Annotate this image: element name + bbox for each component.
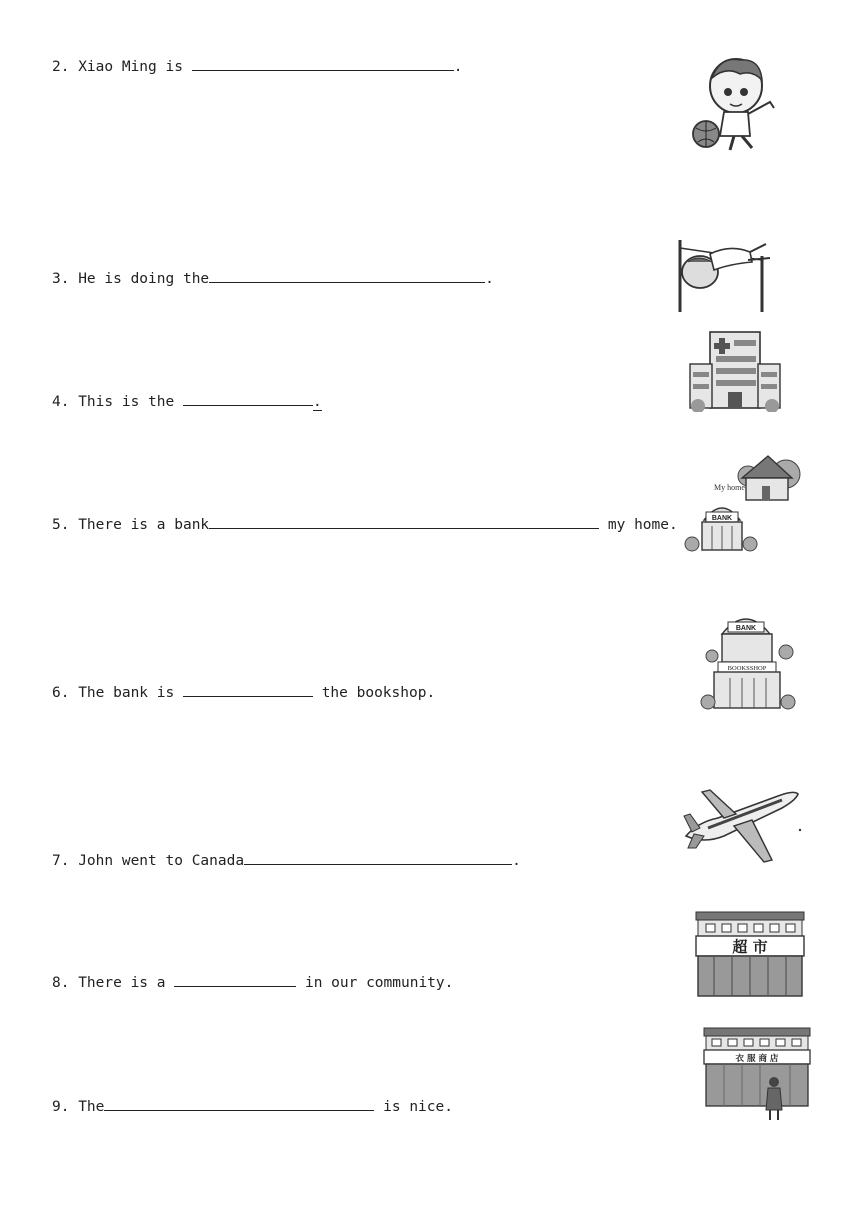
- question-7: [52, 850, 521, 870]
- question-text-after: .: [485, 271, 494, 287]
- answer-blank[interactable]: [209, 514, 599, 529]
- question-5: [52, 514, 678, 534]
- question-number: 7.: [52, 853, 70, 869]
- question-2: [52, 56, 462, 76]
- answer-blank[interactable]: [104, 1096, 374, 1111]
- answer-blank[interactable]: [209, 268, 485, 283]
- question-text-before: This is the: [78, 394, 183, 410]
- question-number: 5.: [52, 517, 70, 533]
- question-text-before: The: [78, 1099, 105, 1115]
- question-text-before: John went to Canada: [78, 853, 245, 869]
- hospital-picture: [686, 328, 784, 412]
- answer-blank[interactable]: [192, 56, 454, 71]
- question-number: 3.: [52, 271, 70, 287]
- clothes-shop-picture: [702, 1026, 812, 1126]
- supermarket-picture: [694, 910, 806, 1000]
- question-9: [52, 1096, 453, 1116]
- airplane-picture: [678, 782, 804, 870]
- question-text-before: There is a: [78, 975, 175, 991]
- question-text-after: .: [453, 59, 463, 75]
- question-3: [52, 268, 494, 288]
- question-number: 4.: [52, 394, 70, 410]
- supermarket-sign: 超 市: [732, 938, 768, 956]
- my-home-label: My home: [714, 483, 745, 492]
- question-8: [52, 972, 453, 992]
- bank-sign: BANK: [735, 625, 757, 632]
- question-number: 2.: [52, 59, 70, 75]
- question-text-before: Xiao Ming is: [78, 59, 192, 75]
- high-jump-picture: [670, 234, 778, 314]
- answer-blank[interactable]: [183, 682, 313, 697]
- question-text-before: There is a bank: [78, 517, 210, 533]
- bookshop-sign: BOOKSSHOP: [727, 665, 767, 672]
- bank-near-home-picture: [684, 448, 806, 558]
- bank-sign: BANK: [711, 515, 733, 522]
- question-text-after: the bookshop.: [312, 685, 436, 701]
- question-number: 9.: [52, 1099, 70, 1115]
- boy-playing-football-picture: [690, 52, 782, 154]
- question-4: [52, 391, 322, 411]
- answer-blank[interactable]: [174, 972, 296, 987]
- answer-blank[interactable]: [244, 850, 512, 865]
- question-number: 8.: [52, 975, 70, 991]
- question-number: 6.: [52, 685, 70, 701]
- bank-and-bookshop-picture: [700, 604, 796, 712]
- question-text-after: my home.: [599, 517, 678, 533]
- question-text-after: is nice.: [374, 1099, 453, 1115]
- question-text-after: .: [312, 394, 322, 410]
- question-text-before: The bank is: [78, 685, 183, 701]
- answer-blank[interactable]: [183, 391, 313, 406]
- clothes-shop-sign: 衣 服 商 店: [735, 1054, 779, 1064]
- question-text-before: He is doing the: [78, 271, 210, 287]
- question-text-after: in our community.: [296, 975, 454, 991]
- question-text-after: .: [512, 853, 521, 869]
- question-6: [52, 682, 435, 702]
